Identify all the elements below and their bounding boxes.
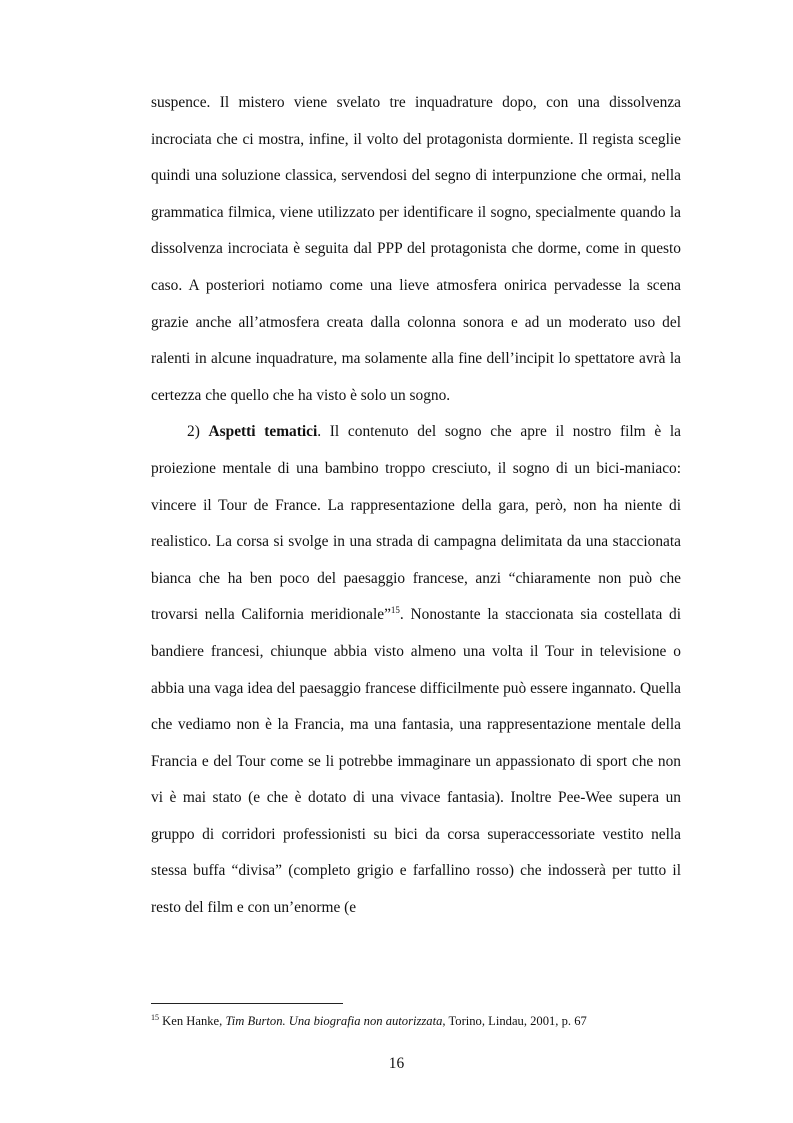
paragraph-2 bbox=[151, 414, 681, 926]
paragraph-2-heading: Aspetti tematici bbox=[208, 423, 318, 441]
page-body bbox=[151, 85, 681, 927]
footnote-number: 15 bbox=[151, 1012, 159, 1022]
page-number: 16 bbox=[388, 1055, 405, 1072]
footnote-reference[interactable]: 15 bbox=[390, 605, 400, 616]
footnote-separator bbox=[151, 1003, 343, 1004]
footnote-rest: , Torino, Lindau, 2001, p. 67 bbox=[442, 1014, 587, 1028]
paragraph-1-text: suspence. Il mistero viene svelato tre inquadrature dopo, con una dissolvenza incrociata che ci mostra, infine, il volto del protagonista dormiente. Il regista sceglie quindi una soluzione classica, servendosi del segno di interpunzione che ormai, nella grammatica filmica, viene utilizzato per identificare il sogno, specialmente quando la dissolvenza incrociata è seguita dal PPP del protagonista che dorme, come in questo caso. A posteriori notiamo come una lieve atmosfera onirica pervadesse la scena grazie anche all’atmosfera creata dalla colonna sonora e ad un moderato uso del ralenti in alcune inquadrature, ma solamente alla fine dell’incipit lo spettatore avrà la certezza che quello che ha visto è solo un sogno. bbox=[151, 94, 681, 404]
paragraph-1 bbox=[151, 85, 681, 414]
footnote bbox=[151, 1013, 691, 1029]
paragraph-2-number: 2) bbox=[187, 423, 209, 441]
footnote-author: Ken Hanke, bbox=[159, 1014, 226, 1028]
footnote-title: Tim Burton. Una biografia non autorizzata bbox=[225, 1014, 443, 1028]
paragraph-2-text-a: . Il contenuto del sogno che apre il nostro film è la proiezione mentale di una bambino troppo cresciuto, il sogno di un bici-maniaco: vincere il Tour de France. La rappresentazione della gara, però, non ha niente di realistico. La corsa si svolge in una strada di campagna delimitata da una staccionata bianca che ha ben poco del paesaggio francese, anzi “chiaramente non può che trovarsi nella California meridionale” bbox=[151, 423, 681, 624]
paragraph-2-text-b: . Nonostante la staccionata sia costellata di bandiere francesi, chiunque abbia visto almeno una volta il Tour in televisione o abbia una vaga idea del paesaggio francese difficilmente può essere ingannato. Quella che vediamo non è la Francia, ma una fantasia, una rappresentazione mentale della Francia e del Tour come se li potrebbe immaginare un appassionato di sport che non vi è mai stato (e che è dotato di una vivace fantasia). Inoltre Pee-Wee supera un gruppo di corridori professionisti su bici da corsa superaccessoriate vestito nella stessa buffa “divisa” (completo grigio e farfallino rosso) che indosserà per tutto il resto del film e con un’enorme (e bbox=[151, 606, 681, 917]
